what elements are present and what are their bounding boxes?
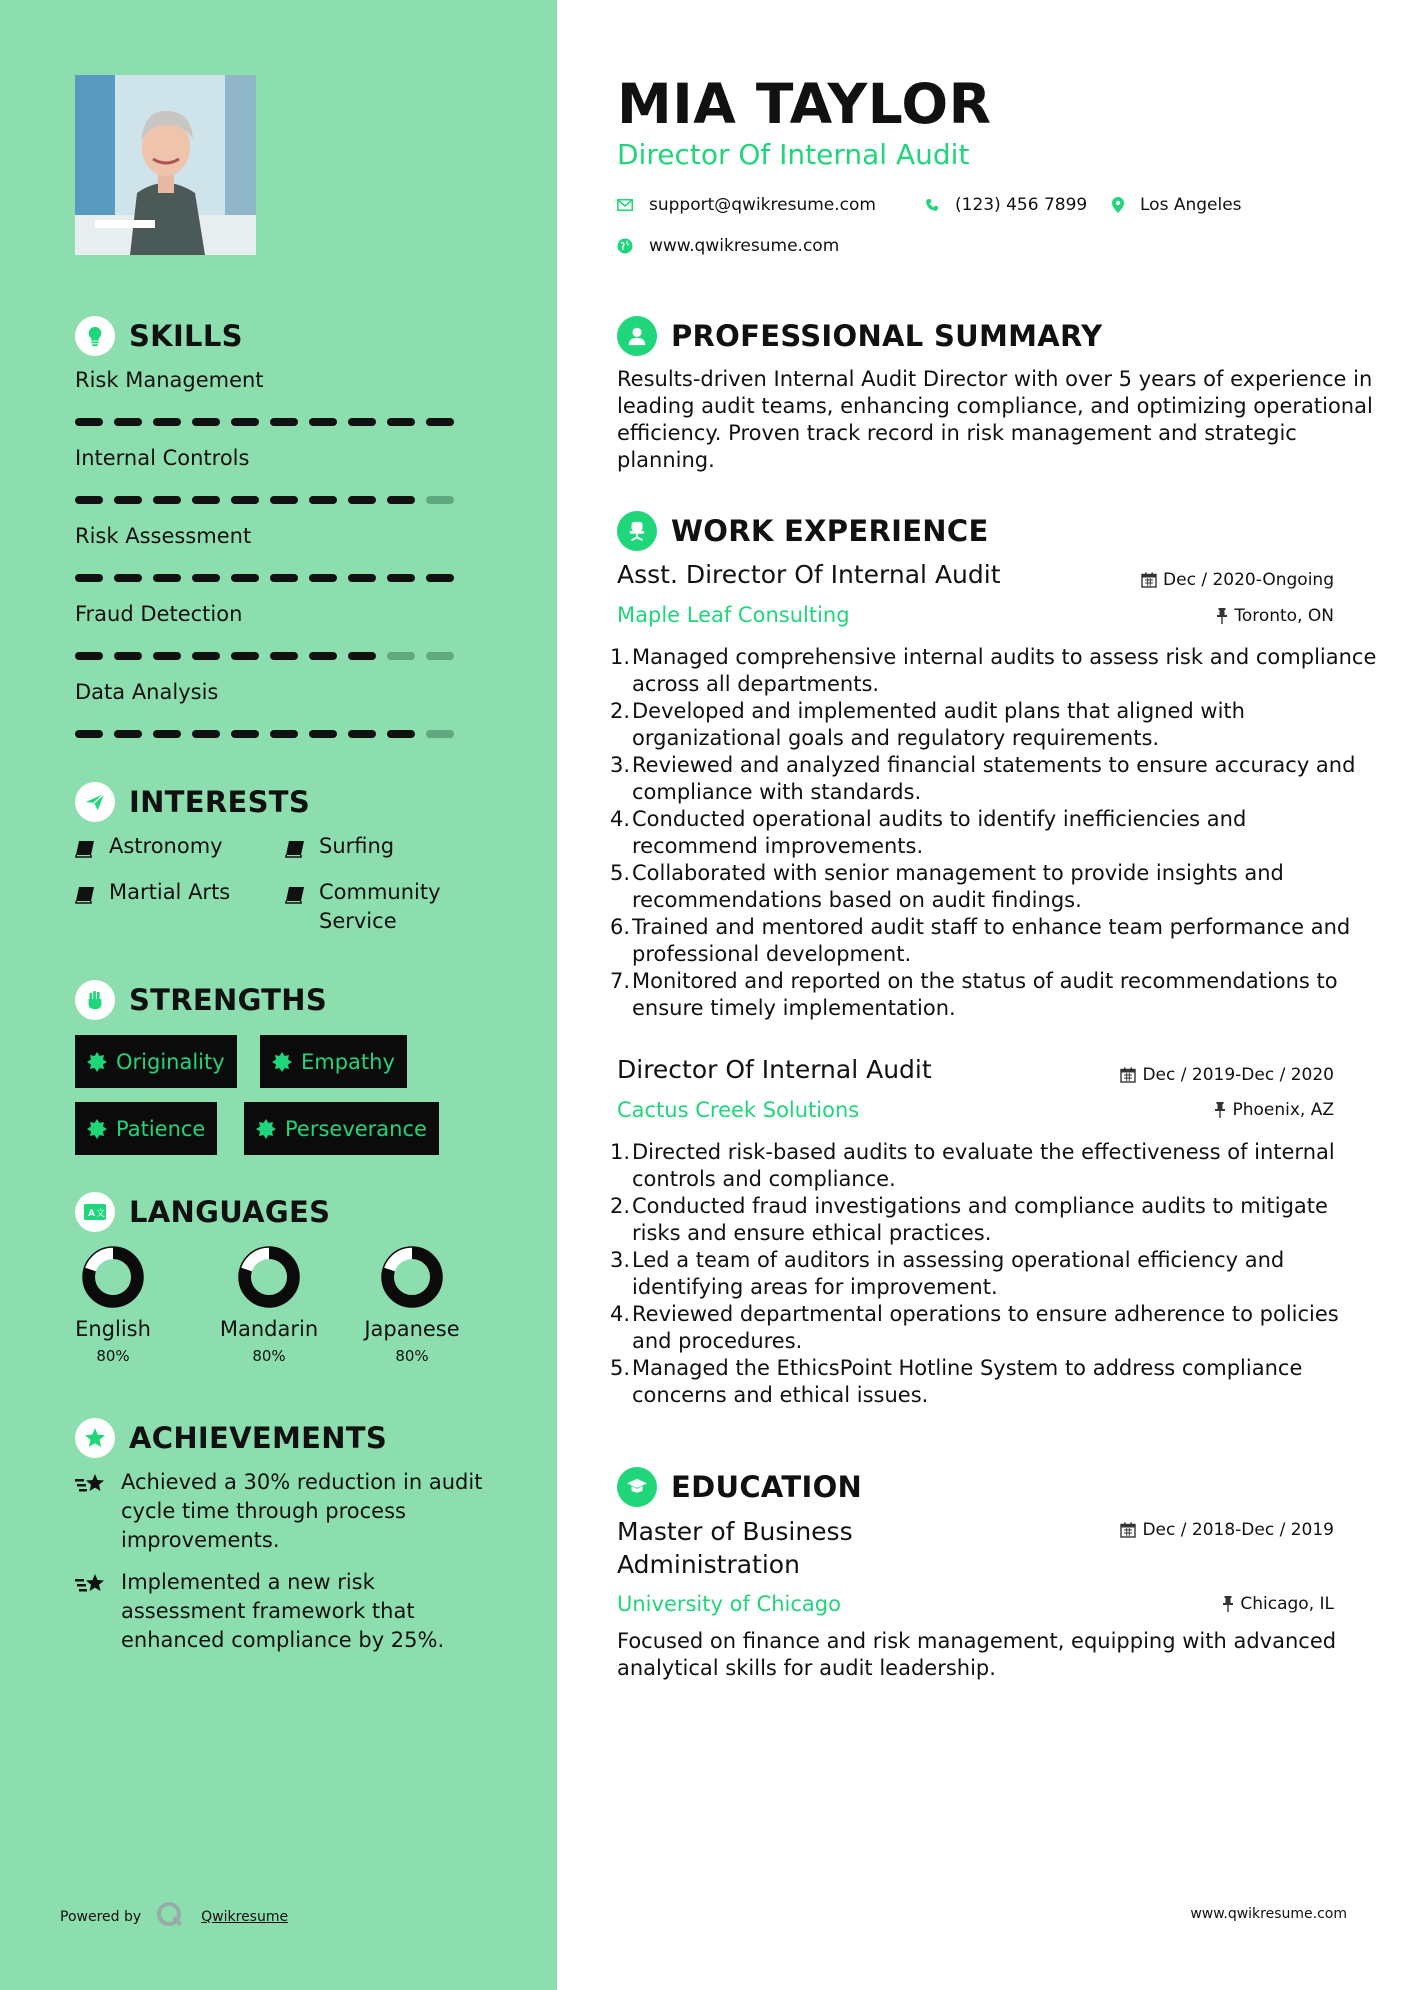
language-percent: 80%	[395, 1347, 429, 1365]
skill-segment-filled	[270, 652, 298, 660]
badge-icon	[272, 1052, 292, 1072]
skill-segment-filled	[75, 418, 103, 426]
job-dates: Dec / 2019-Dec / 2020	[1120, 1065, 1334, 1085]
skill-segment-filled	[309, 730, 337, 738]
item-number: 4.	[610, 807, 631, 831]
summary-heading: PROFESSIONAL SUMMARY	[617, 316, 1102, 356]
job-location: Toronto, ON	[1216, 606, 1334, 626]
item-text: Conducted fraud investigations and compliance audits to mitigate risks and ensure ethical practices.	[632, 1194, 1328, 1245]
item-number: 4.	[610, 1302, 631, 1326]
skill-level-bar	[75, 574, 454, 582]
strength-tag: Perseverance	[244, 1102, 439, 1155]
skill-segment-filled	[114, 496, 142, 504]
book-icon	[75, 883, 97, 912]
responsibility-item	[610, 914, 1377, 968]
shooting-star-icon	[75, 1472, 109, 1555]
company-name: Maple Leaf Consulting	[617, 603, 850, 627]
item-number: 2.	[610, 699, 631, 723]
skill-segment-filled	[153, 730, 181, 738]
responsibility-item	[610, 698, 1377, 752]
book-icon	[285, 837, 307, 866]
qwikresume-link[interactable]: Qwikresume	[201, 1909, 289, 1925]
job-title: Asst. Director Of Internal Audit	[617, 560, 1001, 589]
skill-segment-filled	[114, 652, 142, 660]
pushpin-icon	[1216, 608, 1228, 624]
skill-segment-empty	[426, 730, 454, 738]
interests-heading: INTERESTS	[75, 782, 310, 822]
sidebar	[0, 0, 557, 1990]
company-name: Cactus Creek Solutions	[617, 1098, 860, 1122]
skill-segment-empty	[426, 652, 454, 660]
item-number: 5.	[610, 861, 631, 885]
book-icon	[285, 883, 307, 912]
paper-plane-icon	[75, 782, 115, 822]
skill-segment-filled	[231, 418, 259, 426]
skills-heading: SKILLS	[75, 316, 243, 356]
item-text: Reviewed departmental operations to ensure adherence to policies and procedures.	[632, 1302, 1339, 1353]
skill-segment-filled	[309, 652, 337, 660]
item-text: Developed and implemented audit plans that aligned with organizational goals and regulatory requirements.	[632, 699, 1245, 750]
achievements-heading: ACHIEVEMENTS	[75, 1418, 387, 1458]
calendar-icon	[1120, 1067, 1136, 1083]
language-item	[53, 1245, 173, 1365]
map-pin-icon	[1112, 197, 1124, 213]
language-icon	[75, 1192, 115, 1232]
responsibility-item	[610, 860, 1377, 914]
skill-segment-filled	[348, 496, 376, 504]
skill-level-bar	[75, 730, 454, 738]
interest-item: Community Service	[285, 878, 485, 936]
fist-icon	[75, 980, 115, 1020]
item-text: Managed the EthicsPoint Hotline System to address compliance concerns and ethical issues.	[632, 1356, 1303, 1407]
skill-segment-filled	[192, 574, 220, 582]
item-text: Monitored and reported on the status of audit recommendations to ensure timely implementation.	[632, 969, 1338, 1020]
skill-segment-filled	[426, 574, 454, 582]
item-number: 6.	[610, 915, 631, 939]
skill-segment-filled	[348, 730, 376, 738]
user-icon	[617, 316, 657, 356]
responsibility-item	[610, 1139, 1377, 1193]
full-name: MIA TAYLOR	[617, 72, 992, 136]
star-badge-icon	[75, 1418, 115, 1458]
item-text: Collaborated with senior management to provide insights and recommendations based on audit findings.	[632, 861, 1284, 912]
skill-segment-filled	[75, 652, 103, 660]
language-percent: 80%	[252, 1347, 286, 1365]
education-dates: Dec / 2018-Dec / 2019	[1120, 1520, 1334, 1540]
item-text: Trained and mentored audit staff to enhance team performance and professional development.	[632, 915, 1351, 966]
contact-location: Los Angeles	[1112, 195, 1242, 215]
item-number: 2.	[610, 1194, 631, 1218]
skill-segment-filled	[192, 652, 220, 660]
skill-segment-filled	[387, 730, 415, 738]
language-name: Mandarin	[219, 1317, 319, 1341]
skill-segment-filled	[153, 496, 181, 504]
strength-tag: Patience	[75, 1102, 217, 1155]
item-text: Conducted operational audits to identify inefficiencies and recommend improvements.	[632, 807, 1247, 858]
calendar-icon	[1141, 572, 1157, 588]
skill-segment-filled	[387, 496, 415, 504]
skill-segment-filled	[309, 496, 337, 504]
job-role: Director Of Internal Audit	[617, 138, 970, 171]
skill-segment-empty	[387, 652, 415, 660]
chair-icon	[617, 511, 657, 551]
skill-segment-filled	[75, 574, 103, 582]
skill-segment-filled	[309, 418, 337, 426]
education-location: Chicago, IL	[1222, 1594, 1334, 1614]
item-text: Managed comprehensive internal audits to assess risk and compliance across all departments.	[632, 645, 1377, 696]
item-number: 3.	[610, 1248, 631, 1272]
item-number: 3.	[610, 753, 631, 777]
interest-item: Martial Arts	[75, 878, 230, 912]
skill-segment-filled	[348, 418, 376, 426]
language-proficiency-donut	[237, 1245, 301, 1309]
skill-label: Data Analysis	[75, 680, 219, 704]
contact-phone[interactable]: (123) 456 7899	[925, 195, 1087, 215]
achievement-item: Achieved a 30% reduction in audit cycle time through process improvements.	[75, 1468, 505, 1555]
skill-segment-filled	[231, 496, 259, 504]
job-responsibilities	[610, 1139, 1377, 1409]
skill-segment-filled	[426, 418, 454, 426]
powered-by: Powered by Qwikresume	[60, 1900, 288, 1934]
svg-text:A: A	[88, 1209, 95, 1219]
skill-segment-filled	[387, 418, 415, 426]
skill-segment-filled	[114, 574, 142, 582]
skill-label: Risk Management	[75, 368, 264, 392]
language-item	[209, 1245, 329, 1365]
skill-level-bar	[75, 652, 454, 660]
svg-text:文: 文	[96, 1209, 106, 1219]
achievement-item: Implemented a new risk assessment framework that enhanced compliance by 25%.	[75, 1568, 505, 1655]
profile-photo	[75, 75, 256, 255]
skill-level-bar	[75, 418, 454, 426]
language-percent: 80%	[96, 1347, 130, 1365]
interest-item: Surfing	[285, 832, 394, 866]
responsibility-item	[610, 968, 1377, 1022]
language-item	[352, 1245, 472, 1365]
skill-segment-filled	[192, 418, 220, 426]
pushpin-icon	[1214, 1102, 1226, 1118]
responsibility-item	[610, 644, 1377, 698]
skill-segment-filled	[348, 574, 376, 582]
skill-segment-filled	[309, 574, 337, 582]
item-number: 5.	[610, 1356, 631, 1380]
shooting-star-icon	[75, 1572, 109, 1655]
envelope-icon	[617, 199, 633, 211]
skill-segment-filled	[153, 418, 181, 426]
skill-segment-filled	[270, 574, 298, 582]
skill-segment-filled	[270, 418, 298, 426]
skill-segment-filled	[114, 730, 142, 738]
education-description: Focused on finance and risk management, equipping with advanced analytical skills for audit leadership.	[617, 1629, 1337, 1680]
skill-label: Risk Assessment	[75, 524, 252, 548]
item-text: Reviewed and analyzed financial statements to ensure accuracy and compliance with standards.	[632, 753, 1356, 804]
phone-icon	[925, 198, 939, 212]
responsibility-item	[610, 806, 1377, 860]
responsibility-item	[610, 1301, 1377, 1355]
item-number: 1.	[610, 645, 631, 669]
responsibility-item	[610, 1355, 1377, 1409]
book-icon	[75, 837, 97, 866]
skill-segment-filled	[153, 574, 181, 582]
skill-segment-filled	[231, 652, 259, 660]
strength-tag: Empathy	[260, 1035, 407, 1088]
language-proficiency-donut	[380, 1245, 444, 1309]
summary-text: Results-driven Internal Audit Director with over 5 years of experience in leading audit teams, enhancing compliance, and optimizing operational efficiency. Proven track record in risk management and strategic planning.	[617, 367, 1373, 472]
strength-tag: Originality	[75, 1035, 237, 1088]
contact-email[interactable]: support@qwikresume.com	[617, 195, 876, 215]
skill-segment-filled	[75, 730, 103, 738]
job-responsibilities	[610, 644, 1377, 1022]
skill-level-bar	[75, 496, 454, 504]
footer-url[interactable]: www.qwikresume.com	[1190, 1906, 1347, 1922]
skill-segment-filled	[153, 652, 181, 660]
skill-label: Internal Controls	[75, 446, 250, 470]
calendar-icon	[1120, 1522, 1136, 1538]
skill-segment-filled	[231, 574, 259, 582]
qwikresume-logo-icon	[155, 1900, 185, 1934]
badge-icon	[87, 1119, 107, 1139]
language-name: Japanese	[364, 1317, 460, 1341]
experience-heading: WORK EXPERIENCE	[617, 511, 989, 551]
lightbulb-icon	[75, 316, 115, 356]
skill-segment-filled	[192, 496, 220, 504]
skill-segment-empty	[426, 496, 454, 504]
item-text: Directed risk-based audits to evaluate the effectiveness of internal controls and compliance.	[632, 1140, 1335, 1191]
skill-segment-filled	[348, 652, 376, 660]
school-name: University of Chicago	[617, 1592, 841, 1616]
skill-segment-filled	[270, 496, 298, 504]
job-dates: Dec / 2020-Ongoing	[1141, 570, 1334, 590]
education-heading: EDUCATION	[617, 1467, 862, 1507]
item-number: 1.	[610, 1140, 631, 1164]
item-number: 7.	[610, 969, 631, 993]
skill-segment-filled	[114, 418, 142, 426]
graduate-icon	[617, 1467, 657, 1507]
strengths-heading: STRENGTHS	[75, 980, 327, 1020]
degree-title: Master of Business Administration	[617, 1517, 853, 1579]
item-text: Led a team of auditors in assessing operational efficiency and identifying areas for improvement.	[632, 1248, 1285, 1299]
skill-segment-filled	[75, 496, 103, 504]
language-name: English	[75, 1317, 151, 1341]
skill-segment-filled	[231, 730, 259, 738]
interest-item: Astronomy	[75, 832, 223, 866]
skill-label: Fraud Detection	[75, 602, 243, 626]
skill-segment-filled	[192, 730, 220, 738]
pushpin-icon	[1222, 1596, 1234, 1612]
main-content	[557, 0, 1407, 1990]
contact-website[interactable]: www.qwikresume.com	[617, 236, 839, 256]
skill-segment-filled	[270, 730, 298, 738]
badge-icon	[87, 1052, 107, 1072]
responsibility-item	[610, 1247, 1377, 1301]
skill-segment-filled	[387, 574, 415, 582]
responsibility-item	[610, 1193, 1377, 1247]
badge-icon	[256, 1119, 276, 1139]
globe-icon	[617, 238, 633, 254]
languages-heading: A 文 LANGUAGES	[75, 1192, 330, 1232]
language-proficiency-donut	[81, 1245, 145, 1309]
job-location: Phoenix, AZ	[1214, 1100, 1334, 1120]
responsibility-item	[610, 752, 1377, 806]
job-title: Director Of Internal Audit	[617, 1055, 932, 1084]
